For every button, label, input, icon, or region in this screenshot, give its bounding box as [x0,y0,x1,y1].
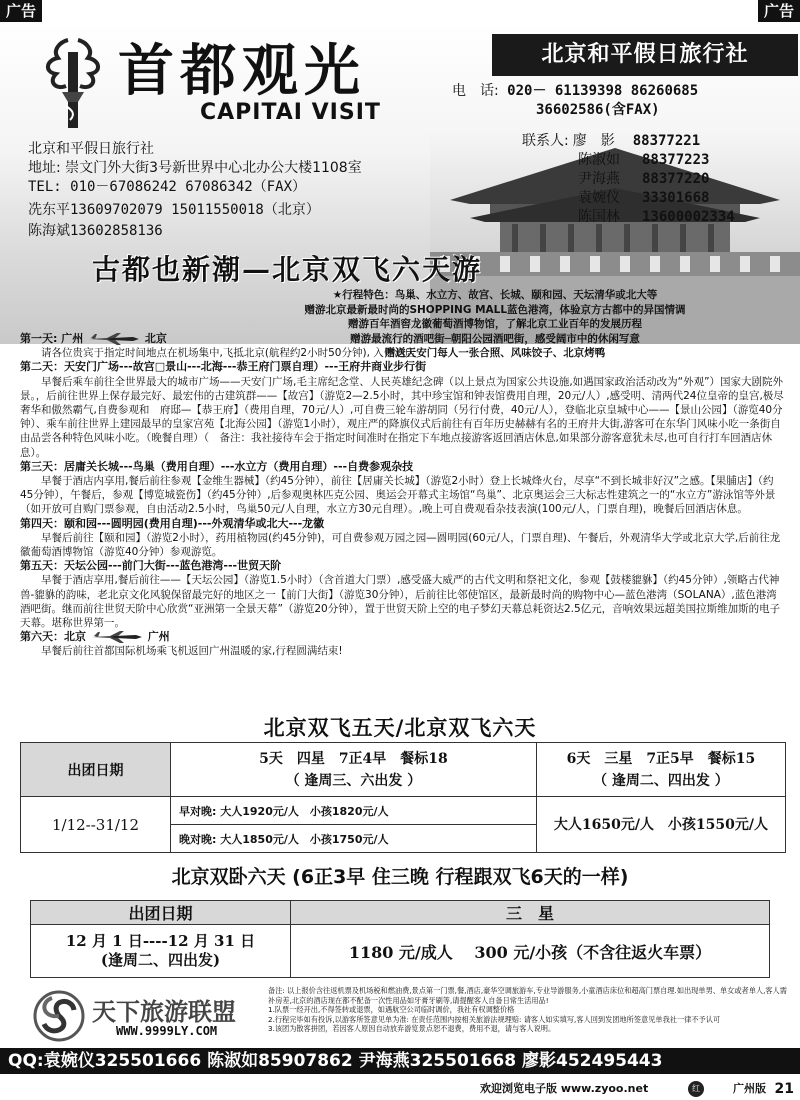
swirl-logo-icon [28,988,90,1044]
late-flight-price: 晚对晚: 大人1850元/人 小孩1750元/人 [171,825,537,853]
union-url: WWW.9999LY.COM [116,1024,218,1038]
tel-line1: 020－ 61139398 86260685 [507,83,699,99]
train-departure: (逢周二、四出发) [100,951,221,969]
date-range-cell: 1/12--31/12 [21,797,171,853]
qq-contact-bar: QQ:袁婉仪325501666 陈淑如85907862 尹海燕325501668 廖影452495443 [0,1048,800,1074]
date-column-head: 出团日期 [21,743,171,797]
contact-phone: 88377220 [642,171,710,187]
day-text: 早餐后前往【颐和园】（游览2小时），药用植物园(约45分钟)，可自费参观万园之园—圆明园(60元/人，门票自理)、午餐后，外观清华大学或北京大学,后前往龙徽葡萄酒博物馆（游览40分钟）参观游览。 [20,531,781,559]
brand-cn: 首都观光 [118,38,366,104]
huabiao-logo-icon [38,32,108,130]
contact-phone: 88377223 [642,152,710,168]
remarks [268,986,788,1034]
feature-line: 赠游北京最新最时尚的SHOPPING MALL蓝色港湾，体验京方古都中的异国情调 [304,303,686,316]
contact-phone: 88377221 [632,133,701,149]
contact-phone: 13600002334 [642,209,735,225]
day-destination: 广州 [147,630,170,644]
zyoo-logo-icon: 红 [688,1081,704,1097]
footer-site: 欢迎浏览电子版 www.zyoo.net [480,1082,649,1095]
page-footer [0,1078,800,1100]
footer-edition: 广州版 [733,1082,766,1095]
contact-name: 陈淑如 [578,152,620,168]
day-heading [20,630,786,644]
contact-name: 尹海燕 [578,171,620,187]
price-table1-title: 北京双飞五天/北京双飞六天 [263,716,537,740]
early-flight-price: 早对晚: 大人1920元/人 小孩1820元/人 [171,797,537,825]
feature-line: 赠游百年酒窖龙徽葡萄酒博物馆，了解北京工业百年的发展历程 [348,318,642,330]
page-number: 21 [774,1081,794,1097]
airplane-icon [90,631,144,643]
itinerary [20,332,786,659]
tel-label: 电 话: [452,83,499,99]
contact-name: 袁婉仪 [578,190,620,206]
mobile-block [28,200,320,242]
train-star-head: 三 星 [291,901,770,925]
day-text: 请各位贵宾于指定时间地点在机场集中,飞抵北京(航程约2小时50分钟), 入住酒店 [41,347,416,360]
six-day-price: 大人1650元/人 小孩1550元/人 [536,797,785,853]
brand-en: CAPITAI VISIT [200,100,381,125]
train-date-cell [31,925,291,978]
ad-tag-right: 广告 [758,0,800,22]
day-label: 第六天：北京 [20,630,86,644]
contact-phone: 33301668 [642,190,710,206]
agency-phones [452,82,698,120]
price-table2-title: 北京双卧六天 (6正3早 住三晚 行程跟双飞6天的一样) [171,866,629,888]
mobile-line2: 陈海斌13602858136 [28,223,163,239]
tour-title: 古都也新潮—北京双飞六天游 [92,253,483,286]
train-price: 1180 元/成人 300 元/小孩（不含往返火车票） [291,925,770,978]
remark-line: 2.行程完毕如有投诉,以游客所签意见单为准: 在责任范围内按相关旅游法规理赔: 请客人如实填写,客人回到发团地所签意见单我社一律不予认可 [268,1014,721,1024]
ad-tag-left: 广告 [0,0,42,22]
five-day-spec: 5天 四星 7正4早 餐标18 [259,750,448,767]
day-text: 早餐于酒店享用,餐后前往——【天坛公园】（游览1.5小时）（含首道大门票）,感受盛大威严的古代文明和祭祀文化，参观【鼓楼貔貅】（约45分钟）,领略古代神兽-貔貅的韵味，老北京文化风貌保留最完好的地区之一【前门大街】（游览30分钟），后前往比邻使馆区，最新最时尚的购物中心—蓝色港湾（SOLANA）,蓝色港湾酒吧街。继而前往世贸天阶中心欣赏“亚洲第一全景天幕”（游览20分钟），置于世贸天阶上空的电子梦幻天幕总耗资达2.5亿元，音响效果远超美国拉斯维加斯的电子天幕。堪称世界第一。 [20,574,781,630]
price-table-flight [20,742,786,853]
day-heading [20,332,786,346]
day-heading: 第四天：颐和园---圆明园(费用自理)---外观清华或北大---龙徽 [20,516,325,530]
day-heading: 第五天：天坛公园---前门大街---蓝色港湾---世贸天阶 [20,559,282,573]
tel-line2: 36602586(含FAX) [536,102,660,118]
feature-line: 赠游最流行的酒吧街─朝阳公园酒吧街，感受阔市中的休闲写意 [350,332,640,345]
remark-line: 备注: 以上报价含往返机票及机场税和燃油费,景点第一门票,餐,酒店,豪华空调旅游车,专业导游服务,小童酒店床位和超高门票自理.如出现单男、单女或者单人,客人需补房差,北京的酒店现在都不配备一次性用品如牙膏牙刷等,请提醒客人自备日常生活用品! [268,986,787,1005]
train-date-range: 12 月 1 日----12 月 31 日 [65,932,256,950]
remark-line: 3.该团为散客拼团，若因客人原因自动放弃游览景点恕不退费，费用不退，请与客人说明。 [268,1024,556,1033]
day-label: 第一天: 广州 [20,332,84,345]
contact-name: 陈国林 [578,209,620,225]
agency-title: 北京和平假日旅行社 [492,34,798,76]
airplane-icon [87,333,141,345]
contact-name: 廖 影 [572,133,615,149]
day-heading: 第三天：居庸关长城---鸟巢（费用自理）---水立方（费用自理）---自费参观杂技 [20,459,414,473]
day-heading: 第二天：天安门广场---故宫□景山---北海---恭王府门票自理）---王府井商业步行街 [20,360,427,374]
day-text: 早餐后前往首都国际机场乘飞机返回广州温暖的家,行程圆满结束! [41,645,343,658]
contact-label: 联系人: [522,133,569,149]
five-day-head [171,743,537,797]
six-day-spec: 6天 三星 7正5早 餐标15 [566,750,756,767]
agency-name: 北京和平假日旅行社 [28,141,154,157]
agency-landline: TEL: 010－67086242 67086342（FAX） [28,179,307,195]
remark-line: 1.队票一经开出,不得签转或退票，如遇航空公司临时调价，我社有权调整价格 [268,1005,515,1014]
six-day-departure: （ 逢周二、四出发 ） [593,772,729,789]
agency-address-block [28,140,362,197]
contact-list [522,132,735,227]
feature-line: 赠送天安门每人一张合照、风味饺子、北京烤鸭 [384,347,606,359]
price-table-train [30,900,770,978]
train-date-head: 出团日期 [31,901,291,925]
day-text: 早餐于酒店内享用,餐后前往参观【金维生器械】（约45分钟），前往【居庸关长城】（游览2小时）登上长城烽火台，尽享“不到长城非好汉”之感。【果脯店】（约45分钟），午餐后，参观【博览城瓷伤】（约45分钟）,后参观奥林匹克公园、奥运会开幕式主场馆“鸟巢”、北京奥运会三大标志性建筑之一的“水立方”游泳馆等外景（如开放可自购门票参观，自由活动2.5小时，鸟巢50元/人自理，水立方30元自理）。,晚上可自费观看杂技表演(100元/人，门票自理)，晚餐后回酒店休息。 [20,475,776,516]
six-day-head [536,743,785,797]
day-text: 早餐后乘车前往全世界最大的城市广场——天安门广场,毛主席纪念堂、人民英雄纪念碑（以上景点为国家公共设施,如遇国家政治活动改为“外观”）国家大剧院外景。，后前往世界上保存最完好、最宏伟的古建筑群——【故宫】（游览2—2.5小时，其中珍宝馆和钟表馆费用自理，20元/人）,感受明、清两代24位皇帝的皇宫,极尽奢华和傲然霸气,自费参观和 府邸—【恭王府】（费用自理，70元/人）,可自费三轮车游胡同（另行付费，40元/人），登临北京皇城中心——【景山公园】（游览40分钟）、乘车前往世界上建园最早的皇家宫苑【北海公园】（游览1小时），观庄严的降旗仪式后前往有百年历史赫赫有名的王府井大街,游客可在东华门风味小吃一条街自由品尝各种特色风味小吃。（晚餐自理）（ 备注：我社接待车会于指定时间准时在指定下车地点接游客返回酒店休息,如果部分游客意犹未尽,也可自行打车回酒店休息）。 [20,375,784,459]
mobile-line1: 冼东平13609702079 15011550018（北京） [28,202,320,218]
feature-line: ★行程特色：鸟巢、水立方、故宫、长城、颐和园、天坛清华或北大等 [332,289,658,301]
agency-address: 地址: 崇文门外大街3号新世界中心北办公大楼1108室 [28,160,362,176]
five-day-departure: （ 逢周三、六出发 ） [285,772,422,789]
union-name: 天下旅游联盟 [92,998,236,1026]
day-destination: 北京 [144,332,167,345]
